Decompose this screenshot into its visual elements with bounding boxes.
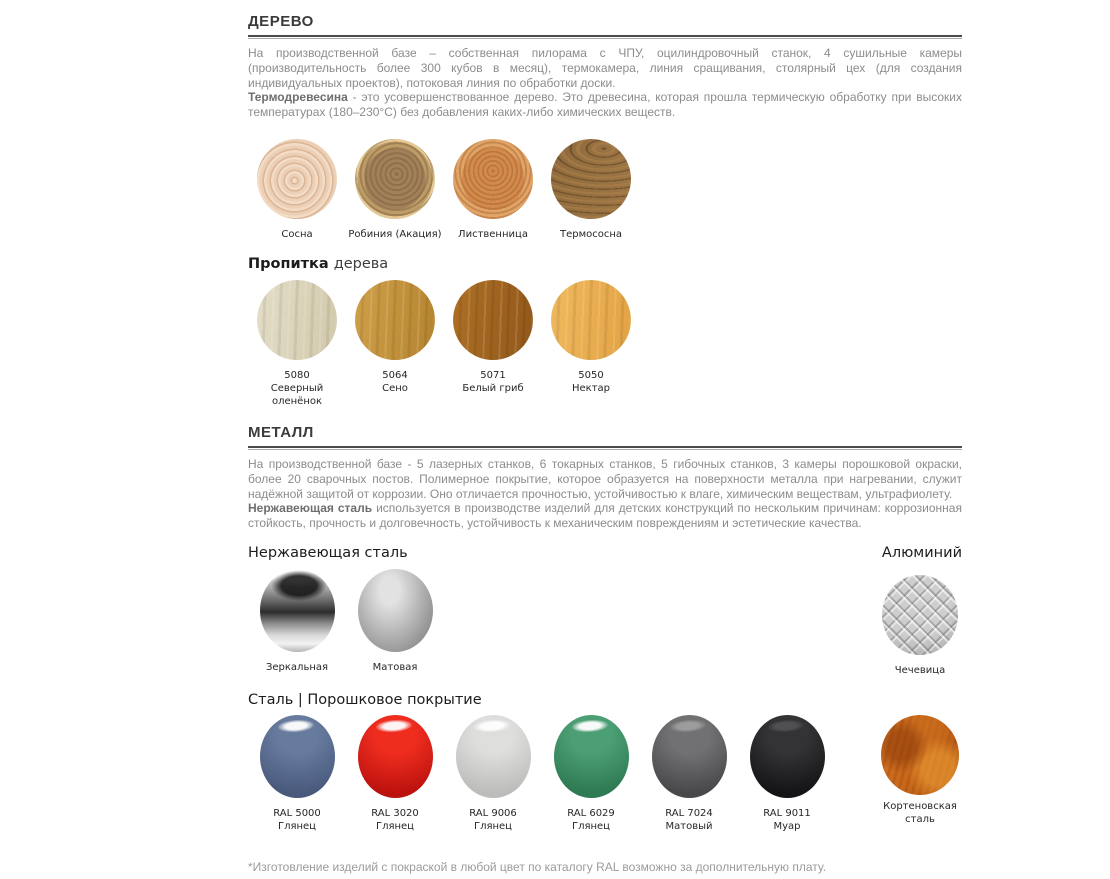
wood-section bbox=[248, 13, 962, 408]
stainless-title: Нержавеющая сталь bbox=[248, 544, 408, 561]
wood-paragraph-1 bbox=[248, 46, 962, 90]
stainless-mirror-swatch bbox=[248, 569, 346, 674]
robinia-cross-section-image bbox=[355, 139, 435, 219]
swatch-label: Зеркальная bbox=[265, 661, 329, 673]
wood-species-row bbox=[248, 139, 962, 241]
swatch-label bbox=[763, 807, 811, 833]
swatch-code: 5080 bbox=[284, 369, 310, 381]
stainless-row bbox=[248, 569, 444, 674]
swatch-label: Робиния (Акация) bbox=[348, 228, 442, 240]
metal-paragraph-2 bbox=[248, 501, 962, 531]
metal-section-title: МЕТАЛЛ bbox=[248, 423, 314, 441]
ral-6029-swatch bbox=[542, 715, 640, 833]
metal-paragraph-2-lead: Нержавеющая сталь bbox=[248, 501, 373, 516]
swatch-label bbox=[273, 807, 321, 833]
swatch-name: Северный оленёнок bbox=[270, 382, 324, 407]
ral-finish: Глянец bbox=[277, 820, 316, 832]
impregnation-title-bold: Пропитка bbox=[248, 255, 329, 272]
metal-paragraph-2-text: используется в производстве изделий для детских конструкций по нескольким причинам: коррозионная стойкость, прочность и долговечность, устойчивость к механическим повреждениям и эстетические качества. bbox=[248, 501, 962, 531]
swatch-label bbox=[469, 807, 517, 833]
ral-code: RAL 7024 bbox=[665, 807, 713, 819]
swatch-code: 5050 bbox=[578, 369, 604, 381]
larch-cross-section-image bbox=[453, 139, 533, 219]
diamond-plate-image bbox=[882, 575, 958, 655]
impregnation-row bbox=[248, 280, 962, 408]
ral-finish: Матовый bbox=[665, 820, 713, 832]
ral-9011-sphere-image bbox=[750, 715, 825, 798]
metal-title-rule bbox=[248, 446, 962, 450]
ral-9006-sphere-image bbox=[456, 715, 531, 798]
swatch-name: Нектар bbox=[571, 382, 610, 394]
wood-species-robinia bbox=[346, 139, 444, 241]
impregnation-title-light: дерева bbox=[333, 255, 389, 272]
ral-5000-sphere-image bbox=[260, 715, 335, 798]
swatch-code: 5064 bbox=[382, 369, 408, 381]
swatch-label bbox=[567, 807, 615, 833]
corten-steel-image bbox=[881, 715, 959, 795]
wood-title-rule bbox=[248, 35, 962, 39]
aluminum-title: Алюминий bbox=[881, 544, 962, 561]
stainless-group bbox=[248, 545, 444, 674]
wood-paragraph-1-text: На производственной базе – собственная пилорама с ЧПУ, оцилиндровочный станок, 4 сушильные камеры (производительность более 300 кубов в месяц), термокамера, линия сращивания, столярный цех (для создания индивидуальных проектов), потоковая линия по обработки доски. bbox=[248, 46, 962, 90]
ral-6029-sphere-image bbox=[554, 715, 629, 798]
impregnation-swatch-5064 bbox=[346, 280, 444, 395]
metal-paragraph-1-text: На производственной базе - 5 лазерных станков, 6 токарных станков, 5 гибочных станков, 3 камеры порошковой окраски, более 20 сварочных постов. Полимерное покрытие, которое образуется на поверхности металла при нагревании, служит надёжной защитой от коррозии. Оно отличается прочностью, устойчивостью к влаге, химическим веществам, ультрафиолету. bbox=[248, 456, 962, 501]
page-content bbox=[248, 0, 962, 874]
swatch-code: 5071 bbox=[480, 369, 506, 381]
color-swatch-circle bbox=[453, 280, 533, 360]
wood-paragraph-2 bbox=[248, 90, 962, 120]
swatch-label: Чечевица bbox=[894, 664, 946, 676]
ral-code: RAL 9011 bbox=[763, 807, 811, 819]
swatch-label bbox=[462, 369, 523, 395]
ral-5000-swatch bbox=[248, 715, 346, 833]
stainless-aluminum-block bbox=[248, 545, 962, 677]
swatch-label: Термососна bbox=[559, 228, 623, 240]
ral-code: RAL 3020 bbox=[371, 807, 419, 819]
impregnation-swatch-5071 bbox=[444, 280, 542, 395]
color-swatch-circle bbox=[355, 280, 435, 360]
powder-coating-row bbox=[248, 715, 962, 833]
ral-9011-swatch bbox=[738, 715, 836, 833]
wood-species-pine bbox=[248, 139, 346, 241]
corten-label-line1: Кортеновская bbox=[883, 800, 957, 812]
ral-finish: Муар bbox=[773, 820, 801, 832]
swatch-label: Сосна bbox=[281, 228, 313, 240]
corten-steel-swatch bbox=[878, 715, 962, 826]
color-swatch-circle bbox=[257, 280, 337, 360]
swatch-label bbox=[255, 369, 339, 408]
wood-species-larch bbox=[444, 139, 542, 241]
impregnation-swatch-5080 bbox=[248, 280, 346, 408]
swatch-label: Лиственница bbox=[458, 228, 528, 240]
ral-code: RAL 9006 bbox=[469, 807, 517, 819]
swatch-label: Матовая bbox=[372, 661, 418, 673]
aluminum-group bbox=[878, 545, 962, 677]
thermopine-grain-image bbox=[551, 139, 631, 219]
impregnation-swatch-5050 bbox=[542, 280, 640, 395]
swatch-name: Сено bbox=[382, 382, 408, 394]
ral-7024-sphere-image bbox=[652, 715, 727, 798]
wood-section-title: ДЕРЕВО bbox=[248, 13, 314, 30]
swatch-name: Белый гриб bbox=[462, 382, 524, 394]
pine-cross-section-image bbox=[257, 139, 337, 219]
matte-steel-sphere-image bbox=[358, 569, 433, 652]
swatch-label bbox=[572, 369, 610, 395]
corten-label-line2: сталь bbox=[905, 813, 935, 825]
swatch-label bbox=[883, 800, 957, 826]
ral-3020-sphere-image bbox=[358, 715, 433, 798]
powder-coating-title: Сталь | Порошковое покрытие bbox=[248, 691, 482, 708]
impregnation-title bbox=[248, 256, 962, 272]
ral-finish: Глянец bbox=[571, 820, 610, 832]
ral-code: RAL 6029 bbox=[567, 807, 615, 819]
stainless-matte-swatch bbox=[346, 569, 444, 674]
metal-section bbox=[248, 424, 962, 874]
mirror-steel-sphere-image bbox=[260, 569, 335, 652]
swatch-label bbox=[371, 807, 419, 833]
ral-9006-swatch bbox=[444, 715, 542, 833]
ral-finish: Глянец bbox=[375, 820, 414, 832]
wood-paragraph-2-lead: Термодревесина bbox=[248, 90, 348, 105]
ral-finish: Глянец bbox=[473, 820, 512, 832]
metal-paragraph-1 bbox=[248, 457, 962, 501]
footer-note: *Изготовление изделий с покраской в любой цвет по каталогу RAL возможно за дополнительную плату. bbox=[248, 859, 827, 874]
wood-paragraph-2-text: - это усовершенствованное дерево. Это древесина, которая прошла термическую обработку при высоких температурах (180–230°C) без добавления каких-либо химических веществ. bbox=[248, 90, 962, 120]
swatch-label bbox=[665, 807, 713, 833]
ral-7024-swatch bbox=[640, 715, 738, 833]
swatch-label bbox=[382, 369, 408, 395]
wood-species-thermopine bbox=[542, 139, 640, 241]
ral-3020-swatch bbox=[346, 715, 444, 833]
ral-code: RAL 5000 bbox=[273, 807, 321, 819]
color-swatch-circle bbox=[551, 280, 631, 360]
